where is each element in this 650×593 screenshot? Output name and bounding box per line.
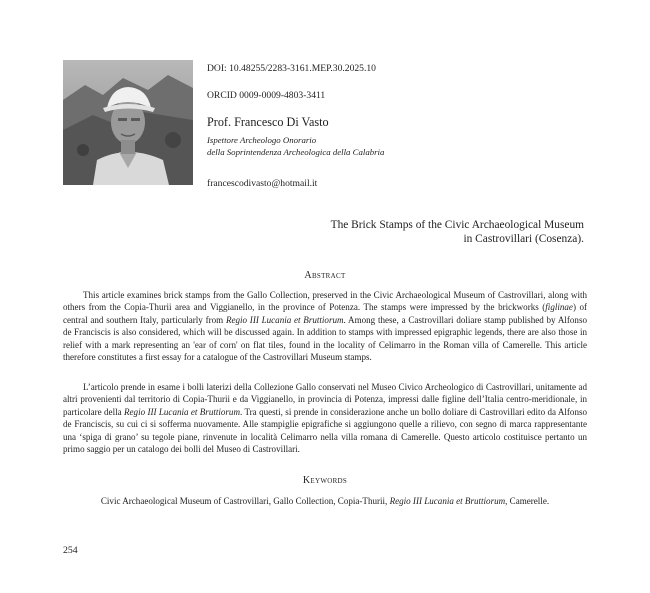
author-affiliation-line-1: Ispettore Archeologo Onorario (207, 135, 317, 145)
keywords-text: Civic Archaeological Museum of Castrovillari, Gallo Collection, Copia-Thurii, (100, 496, 390, 506)
author-photo (63, 60, 193, 185)
author-name: Prof. Francesco Di Vasto (207, 115, 329, 129)
abstract-english-regio: Regio III Lucania et Bruttiorum (225, 314, 344, 325)
keywords-regio: Regio III Lucania et Bruttiorum (389, 496, 506, 506)
abstract-english-text: This article examines brick stamps from the Gallo Collection, preserved in the Civic Archaeological Museum of Castrovillari, along with others from the Copia-Thurii area and Viggianello, in the province of Potenza. The stamps were impressed by the brickworks ( (63, 290, 587, 313)
abstract-italian-text: . Tra questi, si prende in considerazione anche un bollo doliare di Castrovillari edito da Alfonso de Franciscis, su cui ci si sofferma nuovamente. Alle stampiglie epigrafiche si aggiungono quelle a rilievo, con segno di marca rappresentante una ‘spiga di grano’ su tegole piane, rinvenute in località Celimarro nella villa romana di Camerelle. Questo articolo costituisce pertanto un primo saggio per un catalogo dei bolli del Museo di Castrovillari. (63, 406, 588, 455)
abstract-english-text: ) of central and southern Italy, particularly from (63, 302, 587, 325)
article-title (331, 218, 584, 246)
abstract-italian-regio: Regio III Lucania et Bruttiorum (124, 406, 240, 417)
doi-line: DOI: 10.48255/2283-3161.MEP.30.2025.10 (207, 63, 376, 74)
article-title-line-1: The Brick Stamps of the Civic Archaeological Museum (330, 219, 584, 231)
abstract-english (63, 289, 587, 364)
abstract-italian (63, 381, 587, 456)
abstract-heading: Abstract (304, 270, 346, 281)
orcid-line: ORCID 0009-0009-4803-3411 (207, 90, 326, 101)
author-portrait-icon (63, 60, 193, 185)
author-affiliation-line-2: della Soprintendenza Archeologica della Calabria (207, 147, 385, 157)
abstract-italian-text: L’articolo prende in esame i bolli laterizi della Collezione Gallo conservati nel Museo Civico Archeologico di Castrovillari, unitamente ad altri provenienti dal territorio di Copia-Thurii e da Viggianello, in provincia di Potenza, impressi dalle figline dell’Italia centro-meridionale, in particolare della (63, 382, 587, 417)
abstract-english-text: . Among these, a Castrovillari doliare stamp published by Alfonso de Franciscis is also considered, which will be discussed again. In addition to stamps with impressed epigraphic legends, there are also those in relief with a mark representing an 'ear of corn' on flat tiles, found in the locality of Celimarro in the Roman villa of Camerelle. This article therefore constitutes a first essay for a catalogue of the Castrovillari Museum stamps. (63, 314, 587, 363)
article-title-line-2: in Castrovillari (Cosenza). (463, 233, 584, 245)
keywords-text: , Camerelle. (505, 496, 550, 506)
keywords-heading: Keywords (302, 475, 348, 486)
abstract-english-figlinae: figlinae (545, 302, 573, 313)
keywords-list (0, 496, 650, 506)
page-number: 254 (63, 545, 78, 556)
author-email: francescodivasto@hotmail.it (207, 178, 318, 189)
